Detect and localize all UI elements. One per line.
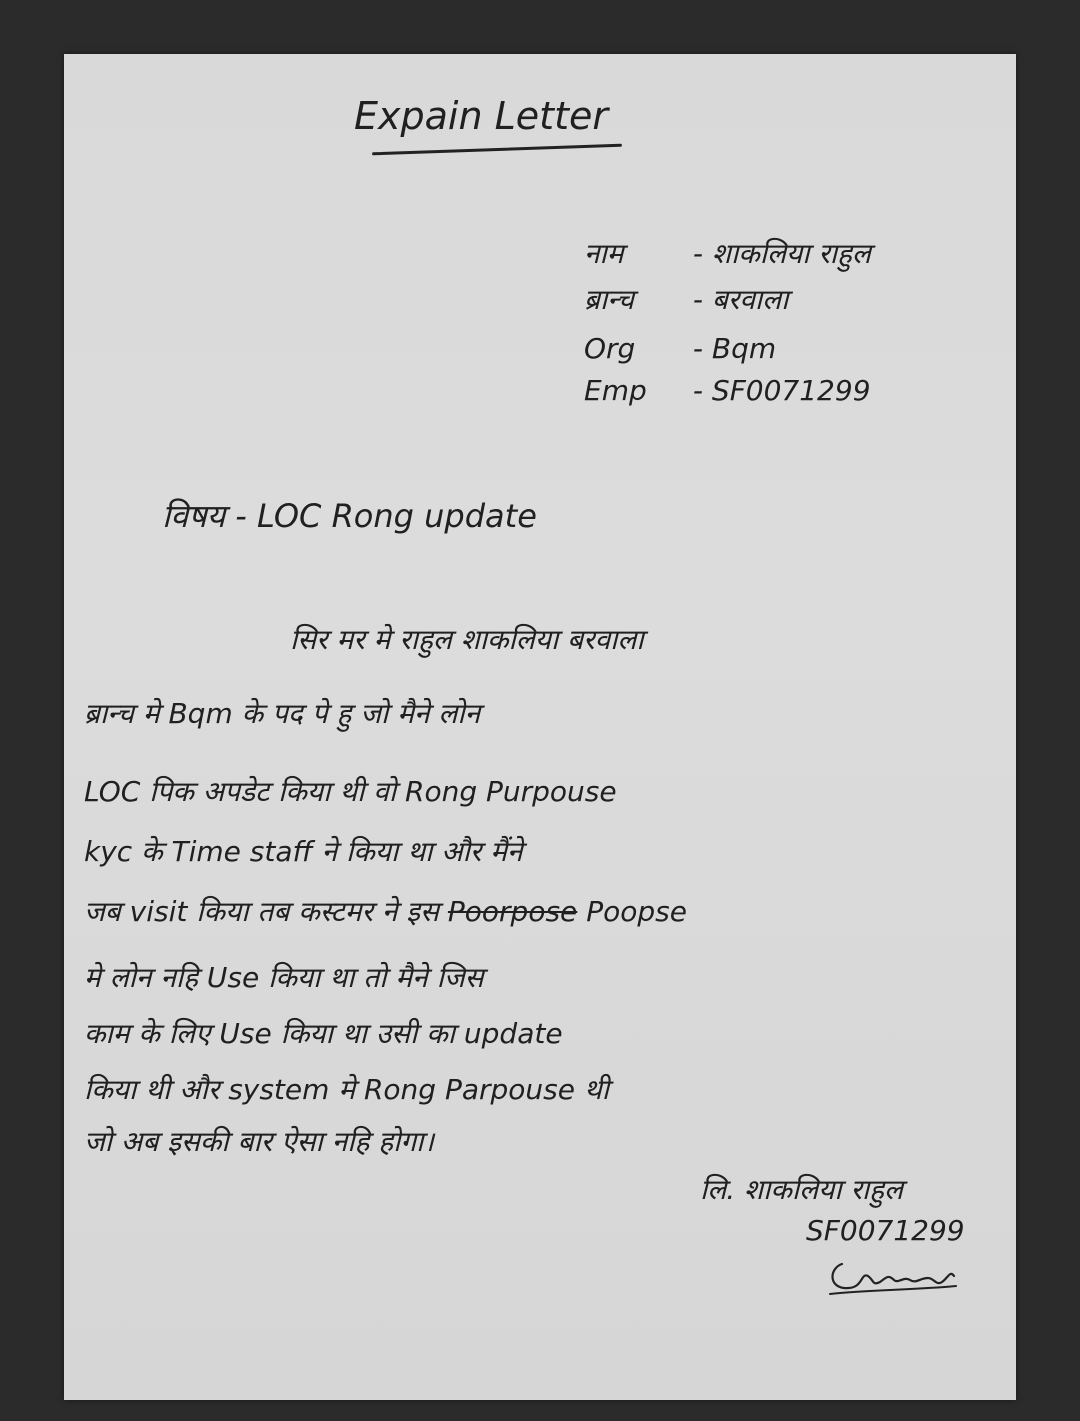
header-name-value: शाकलिया राहुल [711, 237, 871, 270]
body-line: काम के लिए Use किया था उसी का update [84, 1017, 563, 1050]
struck-word: Poorpose [447, 895, 578, 928]
header-emp-row: Emp - SF0071299 [584, 374, 871, 407]
body-line: kyc के Time staff ने किया था और मैंने [84, 835, 523, 868]
corrected-word: Poopse [586, 895, 687, 928]
header-org-value: Bqm [711, 332, 777, 365]
sign-emp-id: SF0071299 [806, 1214, 965, 1247]
header-branch-row: ब्रान्च - बरवाला [584, 280, 788, 318]
body-line: ब्रान्च मे Bqm के पद पे हु जो मैने लोन [84, 697, 481, 730]
body-line: जो अब इसकी बार ऐसा नहि होगा। [84, 1125, 435, 1158]
header-name-label: नाम [584, 237, 624, 270]
header-emp-value: SF0071299 [711, 374, 871, 407]
header-org-label: Org [584, 332, 636, 365]
body-line: LOC पिक अपडेट किया थी वो Rong Purpouse [84, 775, 617, 808]
handwritten-signature [824, 1256, 964, 1300]
header-branch-label: ब्रान्च [584, 283, 634, 316]
body-line-with-strike [84, 892, 687, 930]
header-emp-label: Emp [584, 374, 647, 407]
header-branch-value: बरवाला [711, 283, 789, 316]
body-line: किया थी और system मे Rong Parpouse थी [84, 1073, 610, 1106]
sign-prefix: लि. [700, 1173, 736, 1206]
sign-off-name [700, 1170, 903, 1208]
letter-paper [64, 54, 1016, 1400]
sign-name: शाकलिया राहुल [744, 1173, 904, 1206]
header-org-row: Org - Bqm [584, 332, 777, 365]
title-underline [372, 144, 622, 156]
body-line: जब visit किया तब कस्टमर ने इस [84, 895, 439, 928]
body-line: सिर मर मे राहुल शाकलिया बरवाला [290, 623, 644, 656]
letter-title: Expain Letter [354, 94, 608, 138]
letter-subject: विषय - LOC Rong update [162, 497, 537, 535]
body-line: मे लोन नहि Use किया था तो मैने जिस [84, 961, 484, 994]
header-name-row: नाम - शाकलिया राहुल [584, 234, 871, 272]
